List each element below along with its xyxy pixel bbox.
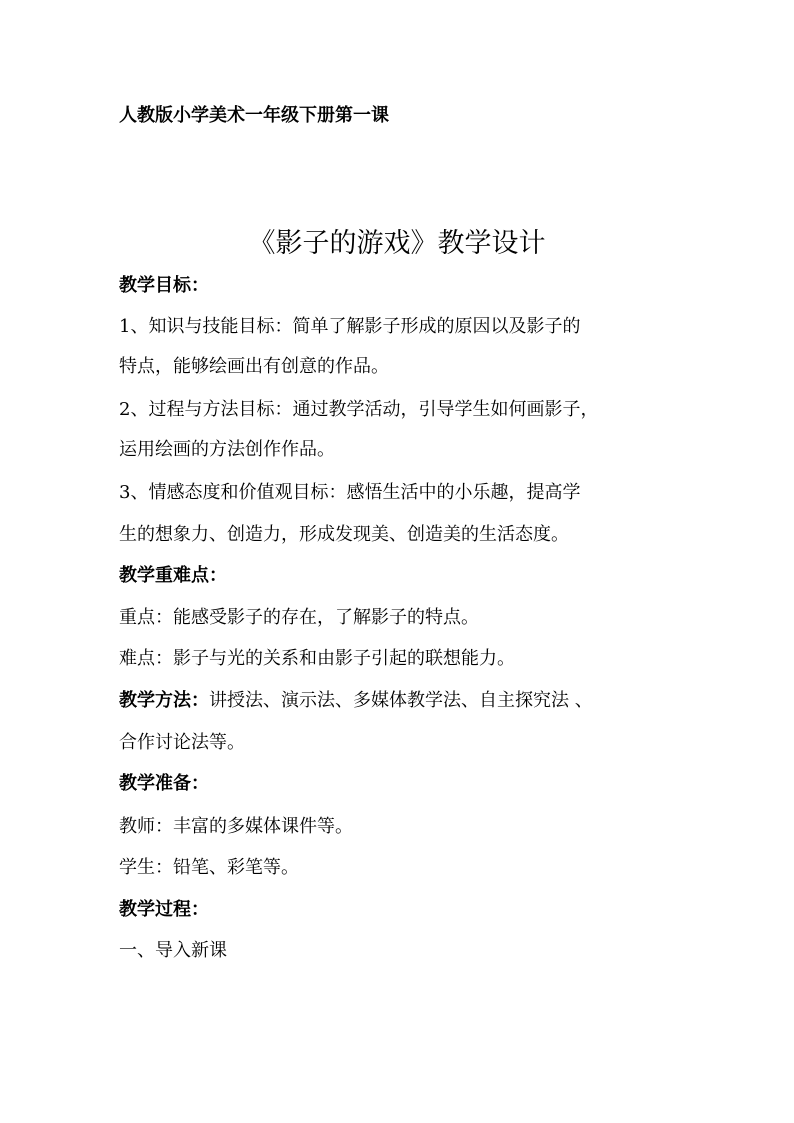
document-title: 《影子的游戏》教学设计 [248,228,546,259]
course-header: 人教版小学美术一年级下册第一课 [119,105,389,126]
process-heading: 教学过程： [119,899,209,920]
objective-3-line-2: 生的想象力、创造力，形成发现美、创造美的生活态度。 [119,524,569,545]
objective-1-line-2: 特点，能够绘画出有创意的作品。 [119,356,389,377]
methods-line-2: 合作讨论法等。 [119,732,245,753]
objective-3-line-1: 3、情感态度和价值观目标：感悟生活中的小乐趣，提高学 [119,482,581,503]
methods-text: 讲授法、演示法、多媒体教学法、自主探究法 、 [209,690,593,711]
process-step-1: 一、导入新课 [119,940,227,961]
objective-2-line-1: 2、过程与方法目标：通过教学活动，引导学生如何画影子， [119,399,599,420]
objective-1-line-1: 1、知识与技能目标：简单了解影子形成的原因以及影子的 [119,316,581,337]
objective-2-line-2: 运用绘画的方法创作作品。 [119,439,335,460]
objectives-heading: 教学目标： [119,275,209,296]
preparation-student: 学生：铅笔、彩笔等。 [119,857,299,878]
methods-line-1 [119,689,593,713]
difficult-point: 难点：影子与光的关系和由影子引起的联想能力。 [119,648,515,669]
key-point: 重点：能感受影子的存在，了解影子的特点。 [119,607,479,628]
preparation-heading: 教学准备： [119,773,209,794]
preparation-teacher: 教师：丰富的多媒体课件等。 [119,816,353,837]
key-points-heading: 教学重难点： [119,565,227,586]
methods-heading: 教学方法： [119,690,209,711]
